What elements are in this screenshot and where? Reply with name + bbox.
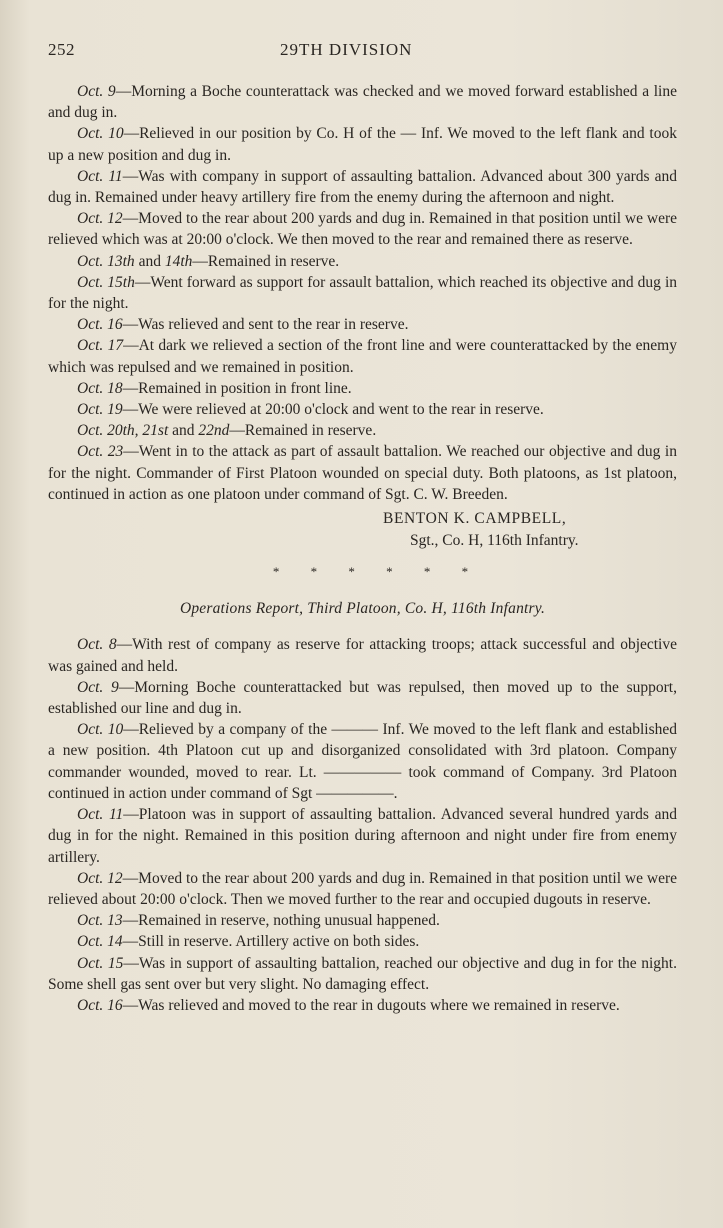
diary-entry (48, 677, 677, 719)
entry-text: —With rest of company as reserve for attacking troops; attack successful and objective was gained and held. (48, 636, 677, 675)
entry-date: Oct. 11 (77, 167, 123, 185)
diary-entry (48, 123, 677, 165)
entry-text: —Went forward as support for assault battalion, which reached its objective and dug in for the night. (48, 273, 677, 313)
entry-date: Oct. 13th (77, 252, 135, 270)
entry-date-connector: and (168, 422, 199, 440)
entry-date: Oct. 15 (77, 954, 124, 972)
diary-entry (48, 995, 677, 1016)
third-platoon-report (48, 634, 677, 1016)
entry-date: Oct. 20th, 21st (77, 422, 169, 440)
entry-date: Oct. 18 (77, 379, 123, 397)
entry-date: Oct. 11 (77, 806, 124, 824)
entry-text: —Was in support of assaulting battalion, reached our objective and dug in for the night. Some shell gas sent over but very slight. No damaging effect. (48, 954, 677, 993)
entry-text: —Platoon was in support of assaulting battalion. Advanced several hundred yards and dug in for the night. Remained in this position during afternoon and night under fire from enemy artillery. (48, 806, 677, 866)
entry-text: —At dark we relieved a section of the front line and were counterattacked by the enemy which was repulsed and we remained in position. (48, 337, 677, 376)
entry-date-second: 14th (164, 252, 193, 270)
entry-date: Oct. 15th (77, 273, 135, 291)
diary-entry (48, 399, 677, 420)
entry-text: —Morning a Boche counterattack was checked and we moved forward established a line and dug in. (48, 83, 677, 122)
section-title: Operations Report, Third Platoon, Co. H, 116th Infantry. (179, 600, 546, 618)
section-separator: * * * * * * (272, 564, 483, 580)
diary-entry (48, 251, 677, 272)
entry-date: Oct. 16 (77, 316, 123, 334)
diary-entry (48, 931, 677, 952)
entry-text: —Remained in reserve. (229, 422, 377, 440)
diary-entry (48, 804, 677, 868)
entry-text: —Remained in reserve. (192, 252, 340, 270)
entry-text: —Relieved by a company of the ——— Inf. We moved to the left flank and established a new position. 4th Platoon cut up and disorganized consolidated with 3rd platoon. Company commander wounded, moved to rear. Lt. ————— took command of Company. 3rd Platoon continued in action under command of Sgt —————. (48, 721, 677, 802)
entry-text: —Moved to the rear about 200 yards and dug in. Remained in that position until we were relieved about 20:00 o'clock. Then we moved further to the rear and occupied dugouts in reserve. (48, 869, 677, 908)
diary-entry (48, 335, 677, 377)
entry-date: Oct. 9 (77, 678, 119, 696)
diary-entry (48, 868, 677, 910)
entry-date-connector: and (134, 252, 165, 270)
entry-date: Oct. 19 (77, 401, 123, 419)
signature-block (48, 508, 677, 551)
report-body (48, 81, 677, 1016)
entry-text: —Morning Boche counterattacked but was repulsed, then moved up to the support, established our line and dug in. (48, 678, 677, 718)
entry-date: Oct. 9 (77, 83, 116, 100)
signature-rank: Sgt., Co. H, 116th Infantry. (410, 531, 579, 549)
diary-entry (48, 441, 677, 505)
entry-date: Oct. 14 (77, 933, 123, 951)
diary-entry (48, 910, 677, 931)
diary-entry (48, 634, 677, 676)
running-head: 29TH DIVISION (280, 40, 413, 59)
entry-date: Oct. 8 (77, 636, 117, 654)
entry-date: Oct. 16 (77, 996, 123, 1014)
entry-date: Oct. 23 (77, 443, 124, 461)
entry-text: —Was relieved and moved to the rear in dugouts where we remained in reserve. (122, 996, 620, 1014)
entry-text: —Remained in position in front line. (122, 379, 352, 397)
entry-text: —Moved to the rear about 200 yards and dug in. Remained in that position until we were relieved which was at 20:00 o'clock. We then moved to the rear and remained there as reserve. (48, 210, 677, 249)
page-header (48, 40, 677, 60)
entry-text: —We were relieved at 20:00 o'clock and went to the rear in reserve. (122, 401, 544, 419)
diary-entry (48, 378, 677, 399)
entry-text: —Was with company in support of assaulting battalion. Advanced about 300 yards and dug in. Remained under heavy artillery fire from the enemy during the afternoon and night. (48, 167, 677, 207)
diary-entry (48, 272, 677, 314)
diary-entry (48, 719, 677, 804)
entry-text: —Was relieved and sent to the rear in reserve. (122, 316, 409, 334)
entry-date: Oct. 10 (77, 721, 124, 739)
page-number: 252 (48, 40, 75, 59)
entry-text: —Still in reserve. Artillery active on both sides. (122, 933, 420, 951)
entry-date: Oct. 12 (77, 210, 123, 228)
diary-entry (48, 208, 677, 250)
entry-date: Oct. 12 (77, 869, 123, 887)
entry-date: Oct. 17 (77, 337, 124, 355)
entry-text: —Remained in reserve, nothing unusual happened. (122, 912, 440, 930)
entry-date: Oct. 13 (77, 912, 123, 930)
signature-name: BENTON K. CAMPBELL, (383, 510, 567, 528)
diary-entry (48, 81, 677, 123)
entry-date: Oct. 10 (77, 125, 124, 143)
diary-entry (48, 166, 677, 208)
diary-entry (48, 420, 677, 441)
diary-entry (48, 314, 677, 335)
entry-date-second: 22nd (198, 422, 230, 440)
entry-text: —Went in to the attack as part of assault battalion. We reached our objective and dug in for the night. Commander of First Platoon wounded on special duty. Both platoons, as 1st platoon, continued in action as one platoon under command of Sgt. C. W. Breeden. (48, 443, 677, 503)
diary-entry (48, 953, 677, 995)
entry-text: —Relieved in our position by Co. H of the — Inf. We moved to the left flank and took up a new position and dug in. (48, 125, 677, 164)
first-report (48, 81, 677, 505)
